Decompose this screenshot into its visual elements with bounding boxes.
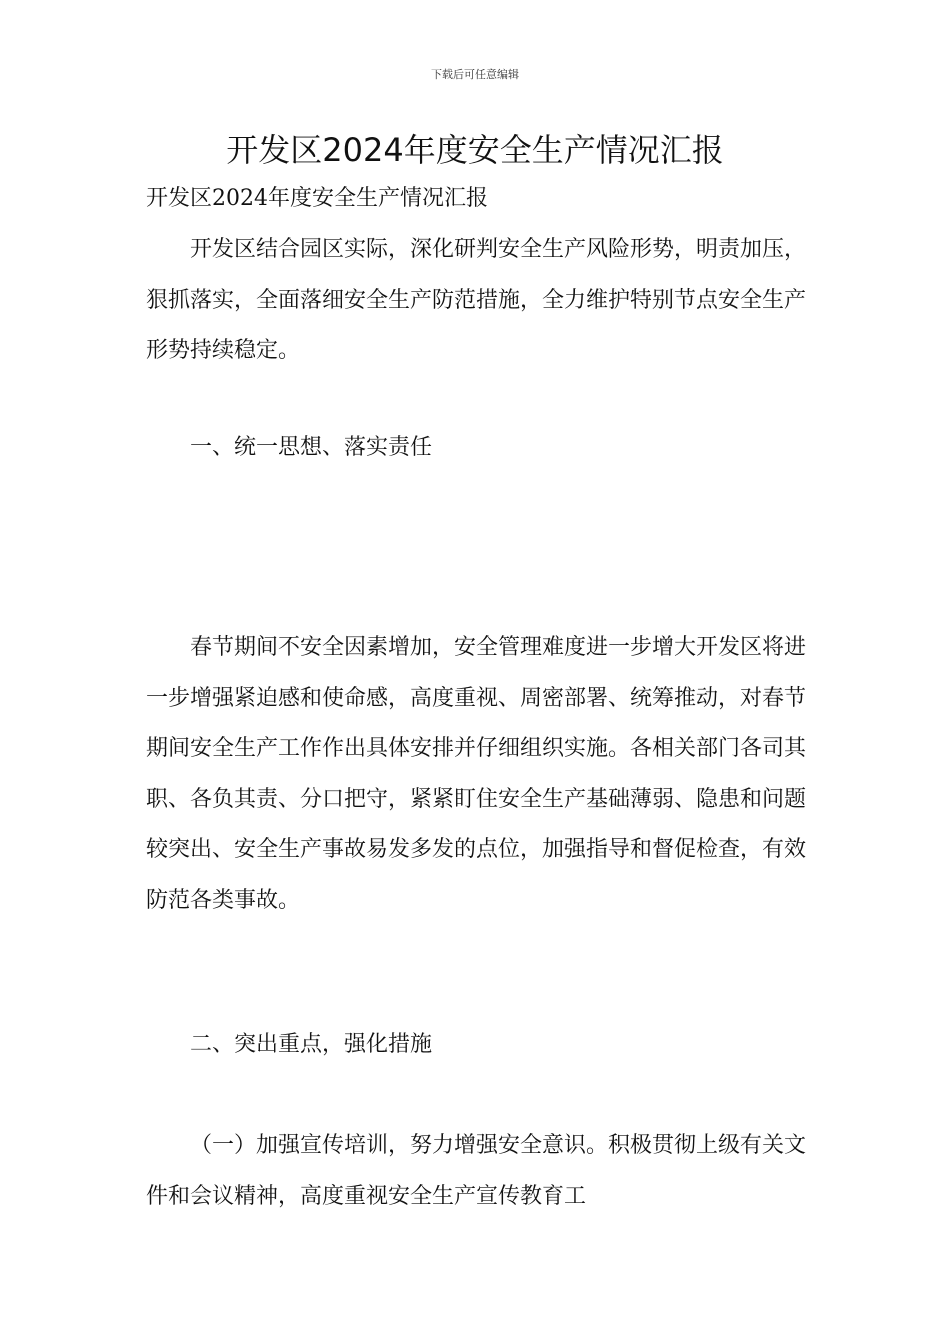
paragraph-publicity-training: （一）加强宣传培训，努力增强安全意识。积极贯彻上级有关文件和会议精神，高度重视安全生产宣传教育工 bbox=[146, 1133, 807, 1209]
document-subtitle: 开发区2024年度安全生产情况汇报 bbox=[146, 186, 488, 211]
header-note: 下载后可任意编辑 bbox=[431, 68, 519, 81]
section-heading-1: 一、统一思想、落实责任 bbox=[190, 435, 433, 460]
paragraph-intro: 开发区结合园区实际，深化研判安全生产风险形势，明责加压，狠抓落实，全面落细安全生产防范措施，全力维护特别节点安全生产形势持续稳定。 bbox=[146, 237, 807, 363]
paragraph-spring-festival: 春节期间不安全因素增加，安全管理难度进一步增大开发区将进一步增强紧迫感和使命感，高度重视、周密部署、统筹推动，对春节期间安全生产工作作出具体安排并仔细组织实施。各相关部门各司其职、各负其责、分口把守，紧紧盯住安全生产基础薄弱、隐患和问题较突出、安全生产事故易发多发的点位，加强指导和督促检查，有效防范各类事故。 bbox=[146, 635, 807, 913]
document-title: 开发区2024年度安全生产情况汇报 bbox=[226, 131, 724, 169]
section-heading-2: 二、突出重点，强化措施 bbox=[190, 1032, 433, 1057]
